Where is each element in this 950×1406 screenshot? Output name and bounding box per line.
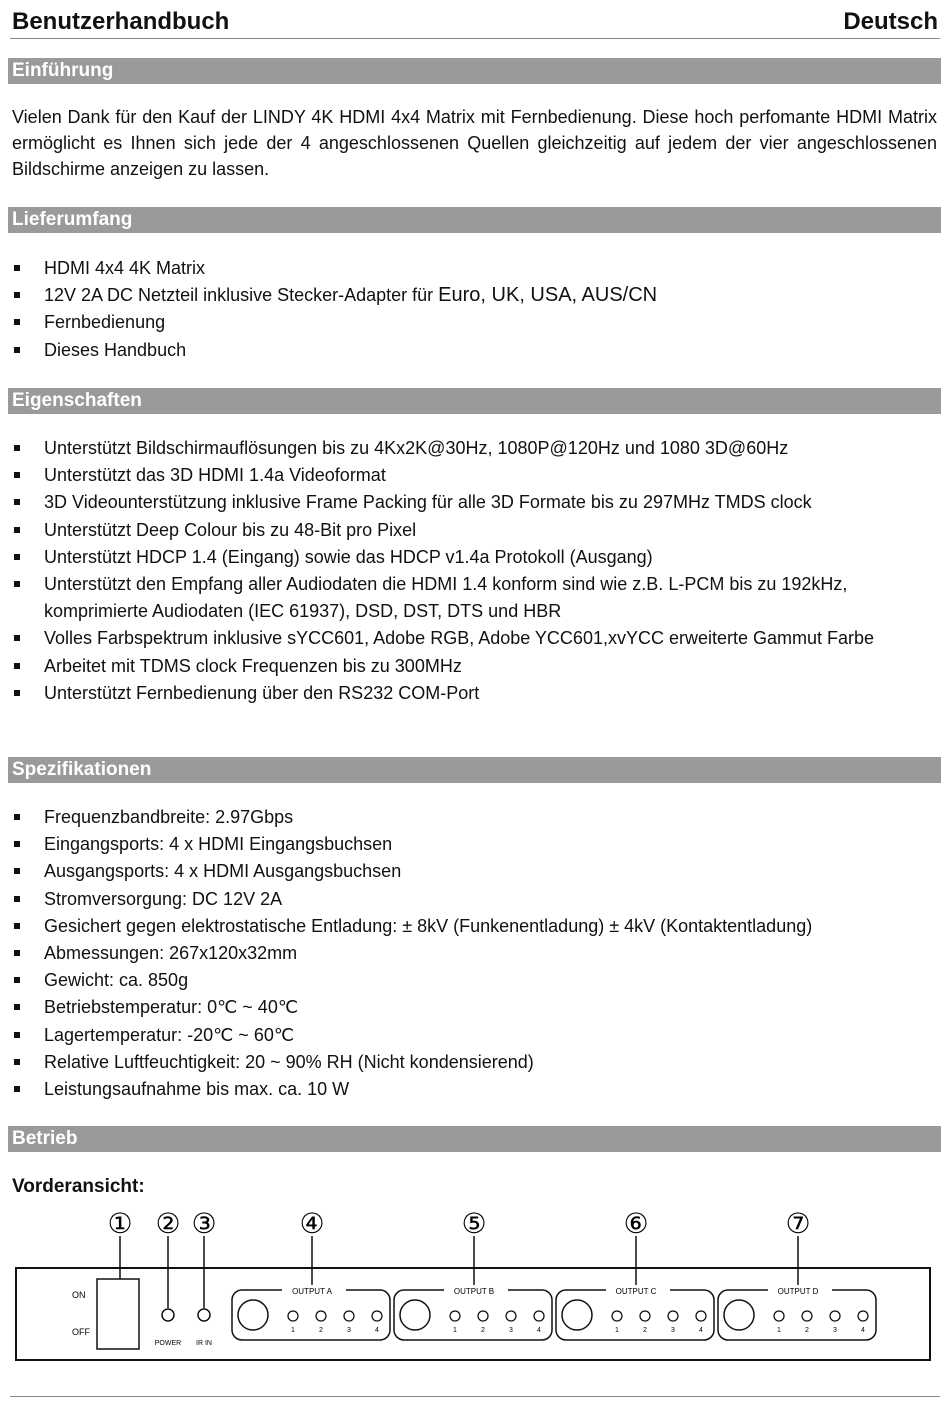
output-b-label: OUTPUT B — [453, 1287, 495, 1296]
front-panel-diagram — [0, 1200, 950, 1365]
callout-3: ③ — [191, 1208, 217, 1239]
footer-rule — [10, 1396, 940, 1397]
list-item: Relative Luftfeuchtigkeit: 20 ~ 90% RH (Nicht kondensierend) — [0, 1049, 930, 1076]
output-a-select-button — [238, 1300, 268, 1330]
contents-list — [0, 255, 930, 364]
output-a-led-3 — [344, 1311, 354, 1321]
output-c-port-1: 1 — [615, 1327, 619, 1334]
list-item: 3D Videounterstützung inklusive Frame Packing für alle 3D Formate bis zu 297MHz TMDS clock — [0, 489, 930, 516]
callout-5: ⑤ — [461, 1208, 487, 1239]
list-item: Unterstützt Deep Colour bis zu 48-Bit pro Pixel — [0, 517, 930, 544]
switch-on-label: ON — [72, 1290, 86, 1300]
section-heading-operation: Betrieb — [8, 1126, 941, 1152]
output-d-port-2: 2 — [805, 1327, 809, 1334]
output-c-led-2 — [640, 1311, 650, 1321]
page-header — [10, 6, 940, 39]
output-b-led-4 — [534, 1311, 544, 1321]
output-b-led-1 — [450, 1311, 460, 1321]
list-item: Dieses Handbuch — [0, 337, 930, 364]
output-d-port-1: 1 — [777, 1327, 781, 1334]
output-c-led-3 — [668, 1311, 678, 1321]
list-item: Unterstützt das 3D HDMI 1.4a Videoformat — [0, 462, 930, 489]
output-d-led-2 — [802, 1311, 812, 1321]
output-d-select-button — [724, 1300, 754, 1330]
list-item: Abmessungen: 267x120x32mm — [0, 940, 930, 967]
features-list — [0, 435, 930, 707]
list-item: Volles Farbspektrum inklusive sYCC601, Adobe RGB, Adobe YCC601,xvYCC erweiterte Gammut Farbe — [0, 625, 930, 652]
ir-receiver — [198, 1309, 210, 1321]
output-d-led-1 — [774, 1311, 784, 1321]
section-heading-specs: Spezifikationen — [8, 757, 941, 783]
switch-off-label: OFF — [72, 1327, 90, 1337]
section-heading-contents: Lieferumfang — [8, 207, 941, 233]
list-item: Gewicht: ca. 850g — [0, 967, 930, 994]
list-item — [0, 282, 930, 309]
output-d-port-3: 3 — [833, 1327, 837, 1334]
list-item: Unterstützt Fernbedienung über den RS232 COM-Port — [0, 680, 930, 707]
list-item: Frequenzbandbreite: 2.97Gbps — [0, 804, 930, 831]
output-a-port-3: 3 — [347, 1327, 351, 1334]
section-heading-features: Eigenschaften — [8, 388, 941, 414]
output-c-port-3: 3 — [671, 1327, 675, 1334]
output-d-led-4 — [858, 1311, 868, 1321]
output-a-led-1 — [288, 1311, 298, 1321]
document-title: Benutzerhandbuch — [12, 8, 230, 35]
list-item: Ausgangsports: 4 x HDMI Ausgangsbuchsen — [0, 858, 930, 885]
list-item: Gesichert gegen elektrostatische Entladung: ± 8kV (Funkenentladung) ± 4kV (Kontaktentladung) — [0, 913, 930, 940]
power-led — [162, 1309, 174, 1321]
output-d-port-4: 4 — [861, 1327, 865, 1334]
output-c-led-4 — [696, 1311, 706, 1321]
output-b-port-4: 4 — [537, 1327, 541, 1334]
power-switch — [97, 1279, 139, 1349]
list-item: Leistungsaufnahme bis max. ca. 10 W — [0, 1076, 930, 1103]
list-item: Unterstützt den Empfang aller Audiodaten die HDMI 1.4 konform sind wie z.B. L-PCM bis zu 192kHz, komprimierte Audiodaten (IEC 61937), DSD, DST, DTS und HBR — [0, 571, 930, 625]
output-a-port-2: 2 — [319, 1327, 323, 1334]
list-item: HDMI 4x4 4K Matrix — [0, 255, 930, 282]
list-item: Unterstützt Bildschirmauflösungen bis zu 4Kx2K@30Hz, 1080P@120Hz und 1080 3D@60Hz — [0, 435, 930, 462]
output-c-port-4: 4 — [699, 1327, 703, 1334]
output-a-label: OUTPUT A — [292, 1287, 332, 1296]
device-outline — [16, 1268, 930, 1360]
front-view-heading: Vorderansicht: — [12, 1176, 145, 1197]
list-item-text: 12V 2A DC Netzteil inklusive Stecker-Adapter für — [44, 285, 439, 306]
list-item: Lagertemperatur: -20℃ ~ 60℃ — [0, 1022, 930, 1049]
output-d-label: OUTPUT D — [777, 1287, 819, 1296]
output-a-led-4 — [372, 1311, 382, 1321]
output-b-port-2: 2 — [481, 1327, 485, 1334]
output-a-port-1: 1 — [291, 1327, 295, 1334]
list-item: Arbeitet mit TDMS clock Frequenzen bis zu 300MHz — [0, 653, 930, 680]
callout-6: ⑥ — [623, 1208, 649, 1239]
output-b-led-2 — [478, 1311, 488, 1321]
list-item: Stromversorgung: DC 12V 2A — [0, 886, 930, 913]
output-c-select-button — [562, 1300, 592, 1330]
section-heading-intro: Einführung — [8, 58, 941, 84]
power-label: POWER — [154, 1340, 182, 1347]
callout-4: ④ — [299, 1208, 325, 1239]
output-a-port-4: 4 — [375, 1327, 379, 1334]
output-b-led-3 — [506, 1311, 516, 1321]
ir-label: IR IN — [196, 1340, 212, 1347]
list-item: Eingangsports: 4 x HDMI Eingangsbuchsen — [0, 831, 930, 858]
specs-list — [0, 804, 930, 1103]
callout-2: ② — [155, 1208, 181, 1239]
output-d-led-3 — [830, 1311, 840, 1321]
output-c-led-1 — [612, 1311, 622, 1321]
output-b-port-3: 3 — [509, 1327, 513, 1334]
output-b-port-1: 1 — [453, 1327, 457, 1334]
output-b-select-button — [400, 1300, 430, 1330]
list-item: Betriebstemperatur: 0℃ ~ 40℃ — [0, 994, 930, 1021]
output-c-port-2: 2 — [643, 1327, 647, 1334]
output-a-led-2 — [316, 1311, 326, 1321]
list-item: Unterstützt HDCP 1.4 (Eingang) sowie das HDCP v1.4a Protokoll (Ausgang) — [0, 544, 930, 571]
callout-1: ① — [107, 1208, 133, 1239]
list-item-regions: Euro, UK, USA, AUS/CN — [438, 284, 658, 307]
callout-7: ⑦ — [785, 1208, 811, 1239]
list-item: Fernbedienung — [0, 309, 930, 336]
intro-paragraph: Vielen Dank für den Kauf der LINDY 4K HDMI 4x4 Matrix mit Fernbedienung. Diese hoch perfomante HDMI Matrix ermöglicht es Ihnen sich jede der 4 angeschlossenen Quellen gleichzeitig auf jedem der vier angeschlossenen Bildschirme anzeigen zu lassen. — [12, 107, 937, 179]
document-language: Deutsch — [843, 8, 938, 35]
output-c-label: OUTPUT C — [615, 1287, 657, 1296]
